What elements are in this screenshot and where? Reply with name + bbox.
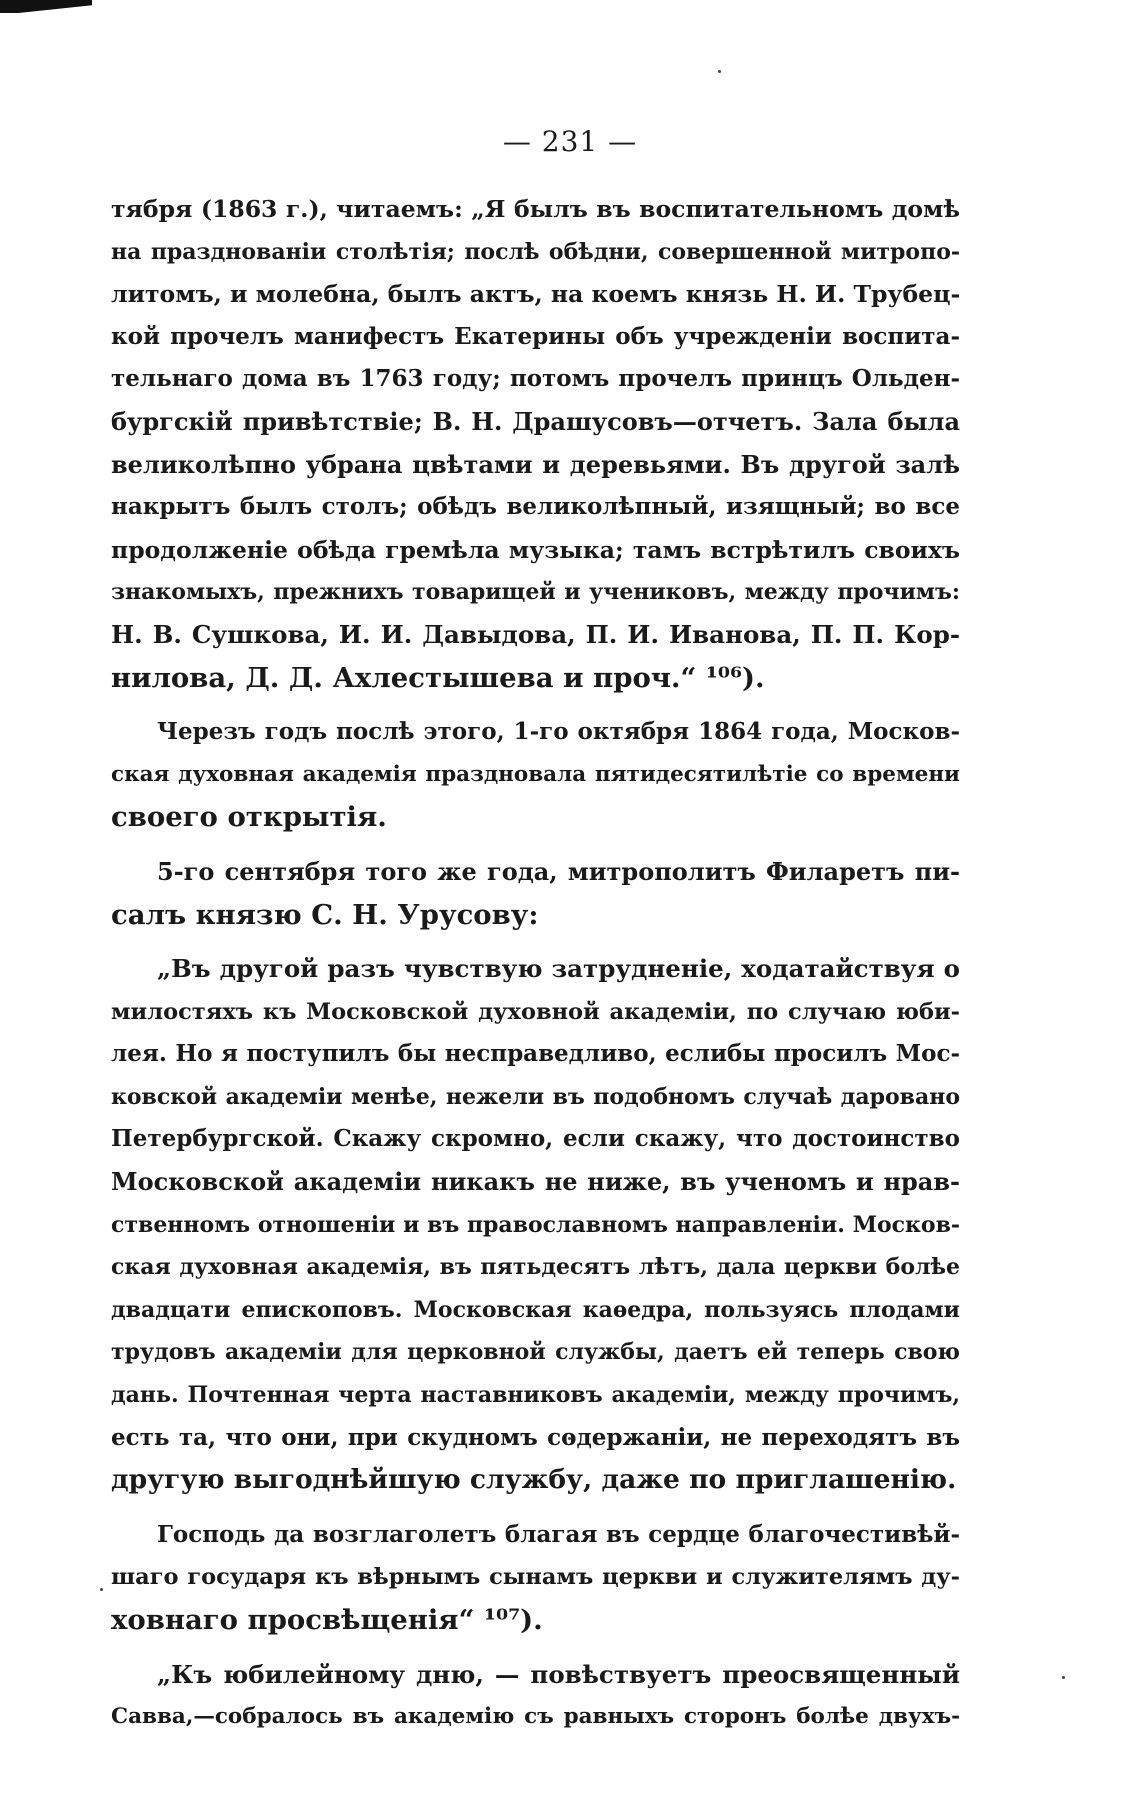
text-line: лея. Но я поступилъ бы несправедливо, еслибы просилъ Мос-: [111, 1040, 960, 1068]
text-line: Московской академіи никакъ не ниже, въ ученомъ и нрав-: [111, 1167, 960, 1197]
paragraph: [111, 851, 960, 936]
paragraph: [111, 188, 960, 699]
text-line: тельнаго дома въ 1763 году; потомъ прочелъ принцъ Ольден-: [111, 365, 960, 393]
text-line: дань. Почтенная черта наставниковъ академіи, между прочимъ,: [111, 1382, 960, 1409]
text-line: литомъ, и молебна, былъ актъ, на коемъ князь Н. И. Трубец-: [111, 280, 961, 309]
text-line: „Въ другой разъ чувствую затрудненіе, ходатайствуя о: [157, 954, 960, 984]
text-line: двадцати епископовъ. Московская каѳедра, пользуясь плодами: [111, 1296, 960, 1323]
text-line: ская духовная академія праздновала пятидесятилѣтіе со времени: [111, 761, 960, 787]
scan-speck: [100, 1588, 103, 1591]
text-line: Господь да возглаголетъ благая въ сердце благочестивѣй-: [157, 1520, 960, 1548]
text-line: на празднованіи столѣтія; послѣ обѣдни, совершенной митропо-: [111, 238, 960, 265]
paragraph: [111, 711, 960, 839]
text-line: ховнаго просвѣщенія“ ¹⁰⁷).: [111, 1604, 543, 1636]
text-line: салъ князю С. Н. Урусову:: [111, 898, 539, 931]
text-line: „Къ юбилейному дню, — повѣствуетъ преосвященный: [157, 1659, 960, 1689]
text-line: трудовъ академіи для церковной службы, даетъ ей теперь свою: [111, 1339, 960, 1366]
text-line: ковской академіи менѣе, нежели въ подобномъ случаѣ даровано: [111, 1083, 960, 1110]
text-line: тября (1863 г.), читаемъ: „Я былъ въ воспитательномъ домѣ: [111, 195, 960, 223]
paragraph: [111, 1514, 960, 1642]
text-line: есть та, что они, при скудномъ содержаніи, не переходятъ въ: [111, 1423, 960, 1451]
text-line: знакомыхъ, прежнихъ товарищей и учениковъ, между прочимъ:: [111, 579, 960, 606]
text-line: милостяхъ къ Московской духовной академіи, по случаю юби-: [111, 998, 960, 1025]
text-line: Черезъ годъ послѣ этого, 1-го октября 1864 года, Москов-: [157, 718, 960, 746]
text-line: своего открытія.: [111, 801, 387, 834]
text-line: 5-го сентября того же года, митрополитъ Филаретъ пи-: [157, 856, 960, 886]
text-line: шаго государя къ вѣрнымъ сынамъ церкви и служителямъ ду-: [111, 1564, 960, 1591]
text-line: ственномъ отношеніи и въ православномъ направленіи. Москов-: [111, 1211, 960, 1238]
text-line: бургскій привѣтствіе; В. Н. Драшусовъ—отчетъ. Зала была: [111, 406, 960, 436]
paragraph: [111, 1654, 960, 1739]
page-body: [111, 188, 960, 1739]
page-number: — 231 —: [502, 125, 638, 158]
paragraph: [111, 948, 960, 1502]
text-line: Н. В. Сушкова, И. И. Давыдова, П. И. Иванова, П. П. Кор-: [111, 619, 960, 649]
text-line: кой прочелъ манифестъ Екатерины объ учрежденіи воспита-: [111, 322, 960, 350]
text-line: другую выгоднѣйшую службу, даже по приглашенію.: [111, 1464, 957, 1496]
text-line: нилова, Д. Д. Ахлестышева и проч.“ ¹⁰⁶).: [111, 661, 765, 694]
text-line: накрытъ былъ столъ; обѣдъ великолѣпный, изящный; во все: [111, 493, 960, 521]
text-line: Савва,—собралось въ академію съ равныхъ сторонъ болѣе двухъ-: [111, 1704, 960, 1730]
text-line: Петербургской. Скажу скромно, если скажу, что достоинство: [111, 1125, 960, 1153]
scan-speck: [718, 70, 721, 73]
scan-corner-mark: [0, 0, 92, 13]
scan-speck: [1062, 1676, 1065, 1679]
text-line: продолженіе обѣда гремѣла музыка; тамъ встрѣтилъ своихъ: [111, 535, 960, 564]
text-line: великолѣпно убрана цвѣтами и деревьями. Въ другой залѣ: [111, 449, 960, 479]
text-line: ская духовная академія, въ пятьдесятъ лѣтъ, дала церкви болѣе: [111, 1254, 960, 1281]
